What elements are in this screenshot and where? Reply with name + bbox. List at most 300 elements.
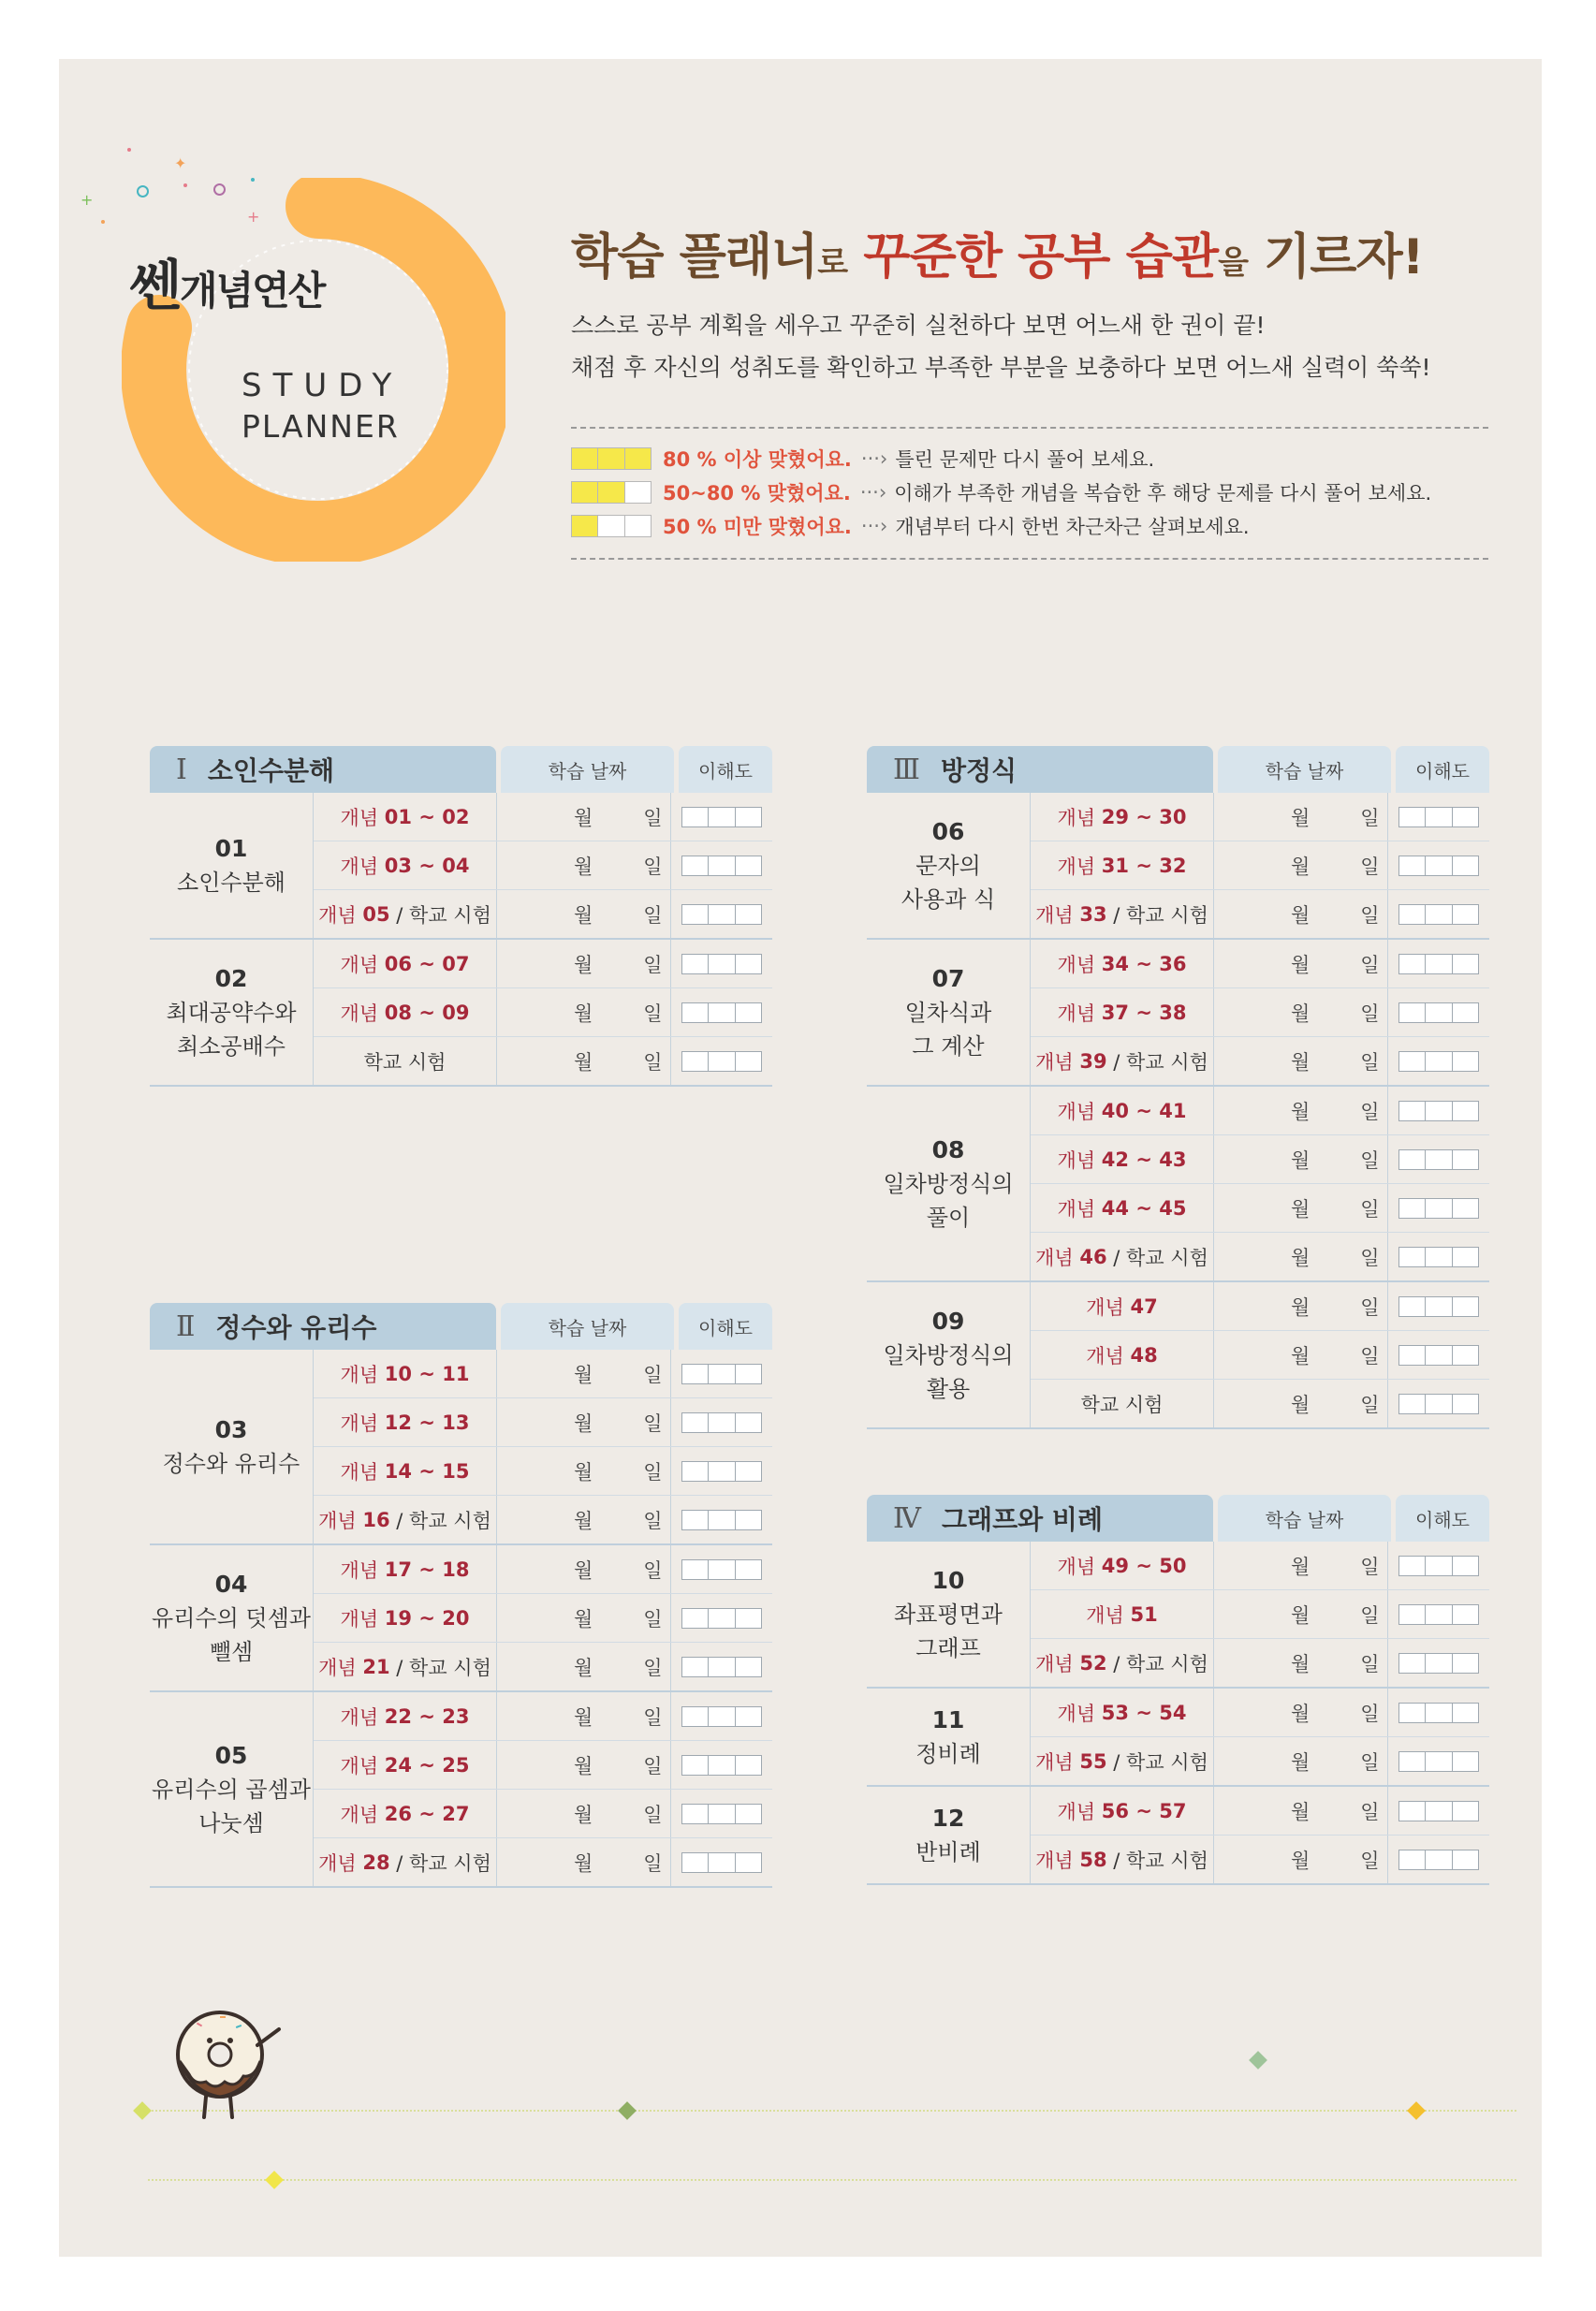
concept-cell [314,890,497,938]
day-label: 일 [643,1558,663,1582]
concept-cell [314,1741,497,1789]
concept-suffix: / 학교 시험 [1106,1050,1208,1074]
study-date-field[interactable] [497,841,671,889]
day-label: 일 [1360,953,1380,976]
concept-number: 31 ~ 32 [1101,854,1187,877]
study-date-field[interactable] [1214,1542,1388,1589]
understanding-checkbox[interactable] [1398,1198,1479,1219]
day-label: 일 [643,855,663,878]
study-date-field[interactable] [1214,1737,1388,1785]
legend-arrow: ···› [860,447,888,470]
planner-row [314,1398,772,1447]
month-label: 월 [1291,1702,1310,1725]
legend-label: 50~80 % 맞혔어요. [663,482,851,505]
planner-row [314,1692,772,1741]
section-label [150,940,314,1085]
concept-label: 개념 [1035,1246,1074,1269]
concept-label: 개념 [1035,903,1074,927]
month-label: 월 [574,1803,593,1826]
planner-row [314,988,772,1037]
section-title-line: 반비례 [915,1838,981,1865]
concept-suffix: / 학교 시험 [1106,1652,1208,1675]
understanding-checkbox[interactable] [681,1657,762,1677]
concept-label: 개념 [1057,1100,1096,1123]
concept-number: 53 ~ 54 [1101,1701,1187,1724]
chapter-name: 소인수분해 [207,755,335,786]
section-label [867,940,1031,1085]
chapter-name: 그래프와 비례 [941,1504,1104,1535]
study-date-field[interactable] [497,1447,671,1495]
planner-row [1031,1087,1489,1135]
chapter-table-4 [867,1495,1489,1885]
section-title-line: 사용과 식 [900,885,996,913]
understanding-checkbox[interactable] [1398,1247,1479,1267]
concept-cell [1031,1135,1214,1183]
day-label: 일 [1360,1246,1380,1269]
concept-label: 개념 [1057,1702,1096,1725]
month-label: 월 [1291,1344,1310,1368]
concept-cell [1031,1542,1214,1589]
legend-arrow: ···› [859,481,887,504]
study-date-field[interactable] [497,988,671,1036]
understanding-cell [1388,1787,1489,1835]
study-date-field[interactable] [1214,1590,1388,1638]
understanding-column-header: 이해도 [1396,746,1489,793]
understanding-checkbox[interactable] [1398,856,1479,876]
study-date-field[interactable] [1214,988,1388,1036]
study-date-field[interactable] [497,1741,671,1789]
understanding-checkbox[interactable] [681,1364,762,1384]
day-label: 일 [1360,855,1380,878]
planner-row [1031,1184,1489,1233]
concept-cell [1031,1689,1214,1736]
understanding-cell [671,1398,772,1446]
concept-suffix: 학교 시험 [1080,1393,1164,1416]
understanding-checkbox[interactable] [681,1412,762,1433]
section-title-line: 좌표평면과 [894,1601,1003,1628]
concept-number: 01 ~ 02 [384,805,470,828]
section-rows [1031,1787,1489,1883]
table-header [150,746,772,793]
understanding-checkbox[interactable] [1398,1801,1479,1821]
month-label: 월 [574,1754,593,1777]
concept-number: 26 ~ 27 [384,1802,470,1825]
concept-label: 개념 [340,1705,379,1729]
concept-cell [1031,1282,1214,1330]
chapter-table-2 [150,1303,772,1888]
chapter-title [867,1495,1213,1542]
day-label: 일 [643,806,663,829]
understanding-checkbox[interactable] [1398,1149,1479,1170]
achievement-box-icon [571,447,652,470]
study-date-field[interactable] [1214,793,1388,841]
understanding-cell [671,940,772,987]
understanding-checkbox[interactable] [681,954,762,974]
study-date-field[interactable] [497,1838,671,1886]
section-rows [1031,793,1489,938]
understanding-checkbox[interactable] [681,807,762,827]
understanding-cell [1388,890,1489,938]
achievement-box-icon [571,515,652,537]
study-date-field[interactable] [497,1350,671,1397]
section-block [867,1282,1489,1429]
chapter-table-1 [150,746,772,1087]
month-label: 월 [1291,1800,1310,1823]
day-label: 일 [1360,1849,1380,1872]
concept-suffix: / 학교 시험 [389,1851,491,1875]
concept-suffix: / 학교 시험 [389,903,491,927]
concept-number: 49 ~ 50 [1101,1554,1187,1577]
concept-label: 개념 [340,1558,379,1582]
day-label: 일 [643,1705,663,1729]
section-rows [314,793,772,938]
understanding-checkbox[interactable] [681,1608,762,1629]
study-date-field[interactable] [497,793,671,841]
day-label: 일 [1360,1197,1380,1221]
study-date-field[interactable] [1214,890,1388,938]
understanding-cell [1388,793,1489,841]
month-label: 월 [574,1851,593,1875]
understanding-checkbox[interactable] [681,1852,762,1873]
day-label: 일 [1360,1002,1380,1025]
legend-description: 이해가 부족한 개념을 복습한 후 해당 문제를 다시 풀어 보세요. [894,482,1432,505]
chapter-number: Ⅱ [176,1309,196,1343]
planner-row [1031,1737,1489,1785]
planner-row [1031,890,1489,938]
section-block [867,1787,1489,1885]
month-label: 월 [1291,1750,1310,1774]
understanding-checkbox[interactable] [681,1510,762,1530]
understanding-cell [1388,1590,1489,1638]
planner-row [314,1545,772,1594]
concept-cell [314,1594,497,1642]
understanding-checkbox[interactable] [1398,1296,1479,1317]
legend-description: 틀린 문제만 다시 풀어 보세요. [895,448,1155,471]
planner-row [314,890,772,938]
concept-number: 47 [1130,1294,1158,1318]
understanding-checkbox[interactable] [681,1002,762,1023]
concept-cell [1031,1233,1214,1280]
concept-number: 48 [1130,1343,1158,1367]
section-rows [314,1350,772,1543]
section-number: 01 [214,834,248,862]
section-block [867,940,1489,1087]
section-block [150,793,772,940]
day-label: 일 [1360,1555,1380,1578]
study-date-field[interactable] [497,1496,671,1543]
study-date-field[interactable] [1214,1037,1388,1085]
study-date-field[interactable] [1214,1380,1388,1427]
concept-number: 08 ~ 09 [384,1001,470,1024]
study-date-field[interactable] [1214,1233,1388,1280]
study-date-field[interactable] [497,1790,671,1837]
concept-label: 개념 [340,806,379,829]
concept-suffix: 학교 시험 [363,1050,447,1074]
concept-label: 개념 [340,1607,379,1631]
month-label: 월 [1291,1603,1310,1627]
understanding-cell [671,1447,772,1495]
month-label: 월 [1291,1555,1310,1578]
month-label: 월 [1291,806,1310,829]
concept-number: 22 ~ 23 [384,1704,470,1728]
concept-cell [1031,988,1214,1036]
study-date-field[interactable] [1214,940,1388,987]
understanding-checkbox[interactable] [1398,1101,1479,1121]
day-label: 일 [1360,1050,1380,1074]
date-column-header: 학습 날짜 [501,746,674,793]
study-date-field[interactable] [497,1398,671,1446]
understanding-checkbox[interactable] [681,856,762,876]
concept-cell [314,841,497,889]
planner-row [1031,1836,1489,1883]
study-date-field[interactable] [1214,1331,1388,1379]
achievement-box-icon [571,481,652,504]
understanding-cell [1388,1331,1489,1379]
concept-cell [314,1790,497,1837]
understanding-cell [671,1643,772,1690]
concept-cell [1031,1380,1214,1427]
logo-title: 쎈개념연산 [129,254,325,317]
headline: 학습 플래너로 꾸준한 공부 습관을 기르자! [571,229,1424,285]
understanding-cell [1388,1542,1489,1589]
day-label: 일 [643,1656,663,1679]
month-label: 월 [574,1705,593,1729]
study-date-field[interactable] [1214,1282,1388,1330]
understanding-checkbox[interactable] [1398,1394,1479,1414]
section-rows [1031,1689,1489,1785]
planner-row [1031,1689,1489,1737]
month-label: 월 [574,1558,593,1582]
section-label [867,1787,1031,1883]
study-date-field[interactable] [497,1594,671,1642]
understanding-cell [1388,1836,1489,1883]
study-date-field[interactable] [1214,1087,1388,1134]
section-rows [314,940,772,1085]
study-date-field[interactable] [497,1692,671,1740]
section-number: 07 [931,964,965,992]
concept-label: 개념 [340,1411,379,1435]
legend-top-divider [571,427,1488,429]
concept-number: 14 ~ 15 [384,1459,470,1483]
concept-label: 개념 [1086,1603,1124,1627]
study-date-field[interactable] [1214,1787,1388,1835]
concept-number: 37 ~ 38 [1101,1001,1187,1024]
section-label [867,1087,1031,1280]
study-date-field[interactable] [497,940,671,987]
legend-description: 개념부터 다시 한번 차근차근 살펴보세요. [895,516,1250,538]
planner-row [1031,841,1489,890]
planner-row [314,1350,772,1398]
legend-label: 50 % 미만 맞혔어요. [663,516,852,538]
section-title-line: 일차방정식의 [883,1341,1014,1368]
section-block [867,793,1489,940]
section-label [150,793,314,938]
concept-label: 개념 [1057,1800,1096,1823]
concept-cell [314,940,497,987]
understanding-checkbox[interactable] [1398,1604,1479,1625]
section-title-line: 나눗셈 [198,1809,264,1836]
concept-label: 개념 [340,1002,379,1025]
section-block [867,1087,1489,1282]
study-date-field[interactable] [1214,1836,1388,1883]
understanding-checkbox[interactable] [1398,1653,1479,1674]
study-date-field[interactable] [497,1643,671,1690]
legend-arrow: ···› [860,515,888,537]
month-label: 월 [574,1002,593,1025]
table-header [867,1495,1489,1542]
concept-suffix: / 학교 시험 [389,1509,491,1532]
concept-number: 46 [1079,1245,1107,1268]
understanding-checkbox[interactable] [1398,1002,1479,1023]
concept-label: 개념 [1035,1849,1074,1872]
concept-cell [1031,793,1214,841]
section-number: 02 [214,964,248,992]
concept-label: 개념 [1057,855,1096,878]
understanding-checkbox[interactable] [1398,1703,1479,1723]
understanding-checkbox[interactable] [681,1706,762,1727]
concept-cell [1031,1087,1214,1134]
section-label [867,1282,1031,1427]
day-label: 일 [643,1411,663,1435]
concept-number: 10 ~ 11 [384,1362,470,1385]
table-header [867,746,1489,793]
understanding-checkbox[interactable] [681,1461,762,1482]
concept-cell [314,1496,497,1543]
concept-label: 개념 [340,1803,379,1826]
understanding-checkbox[interactable] [1398,954,1479,974]
section-rows [1031,940,1489,1085]
legend-bottom-divider [571,558,1488,560]
study-date-field[interactable] [497,890,671,938]
understanding-checkbox[interactable] [1398,1051,1479,1072]
study-date-field[interactable] [1214,1135,1388,1183]
month-label: 월 [574,1411,593,1435]
month-label: 월 [1291,1148,1310,1172]
concept-number: 28 [362,1850,390,1874]
month-label: 월 [1291,1100,1310,1123]
concept-cell [314,1545,497,1593]
concept-label: 개념 [318,1851,357,1875]
section-title-line: 최대공약수와 [166,999,297,1026]
section-label [867,1542,1031,1687]
understanding-checkbox[interactable] [1398,904,1479,925]
date-column-header: 학습 날짜 [501,1303,674,1350]
understanding-cell [1388,1639,1489,1687]
understanding-checkbox[interactable] [1398,1345,1479,1366]
understanding-cell [671,1350,772,1397]
concept-label: 개념 [1057,1148,1096,1172]
understanding-cell [671,1496,772,1543]
concept-cell [314,1643,497,1690]
understanding-checkbox[interactable] [681,1804,762,1824]
chapter-number: Ⅰ [176,753,187,786]
section-title-line: 그 계산 [912,1032,985,1060]
concept-label: 개념 [1057,953,1096,976]
chapter-title [867,746,1213,793]
concept-cell [1031,841,1214,889]
understanding-checkbox[interactable] [1398,1751,1479,1772]
planner-row [1031,1233,1489,1280]
section-number: 11 [931,1705,965,1733]
study-date-field[interactable] [497,1037,671,1085]
understanding-cell [671,1741,772,1789]
day-label: 일 [1360,1800,1380,1823]
section-label [867,793,1031,938]
concept-number: 17 ~ 18 [384,1558,470,1581]
study-date-field[interactable] [1214,1639,1388,1687]
month-label: 월 [574,1607,593,1631]
section-number: 09 [931,1307,965,1335]
concept-suffix: / 학교 시험 [1106,903,1208,927]
understanding-checkbox[interactable] [681,904,762,925]
concept-label: 개념 [1035,1050,1074,1074]
concept-label: 개념 [340,1754,379,1777]
understanding-checkbox[interactable] [681,1051,762,1072]
study-date-field[interactable] [1214,1689,1388,1736]
understanding-checkbox[interactable] [1398,1556,1479,1576]
planner-row [314,1447,772,1496]
understanding-cell [1388,1087,1489,1134]
concept-cell [314,1398,497,1446]
day-label: 일 [1360,1148,1380,1172]
concept-number: 21 [362,1655,390,1678]
section-number: 05 [214,1741,248,1769]
day-label: 일 [1360,806,1380,829]
planner-row [1031,1639,1489,1687]
legend-row [571,479,1431,505]
month-label: 월 [1291,1849,1310,1872]
concept-label: 개념 [318,903,357,927]
concept-cell [314,793,497,841]
section-number: 08 [931,1135,965,1163]
concept-suffix: / 학교 시험 [1106,1849,1208,1872]
planner-row [1031,1282,1489,1331]
chapter-table-3 [867,746,1489,1429]
concept-cell [314,1350,497,1397]
understanding-checkbox[interactable] [681,1755,762,1776]
month-label: 월 [1291,1002,1310,1025]
study-date-field[interactable] [1214,841,1388,889]
study-date-field[interactable] [497,1545,671,1593]
understanding-checkbox[interactable] [1398,807,1479,827]
month-label: 월 [574,855,593,878]
concept-number: 06 ~ 07 [384,952,470,975]
study-date-field[interactable] [1214,1184,1388,1232]
day-label: 일 [643,1050,663,1074]
understanding-cell [1388,1282,1489,1330]
understanding-cell [671,1692,772,1740]
section-block [150,1545,772,1692]
understanding-checkbox[interactable] [681,1559,762,1580]
concept-suffix: / 학교 시험 [1106,1750,1208,1774]
planner-row [1031,1590,1489,1639]
day-label: 일 [643,1803,663,1826]
day-label: 일 [1360,1750,1380,1774]
month-label: 월 [1291,1197,1310,1221]
understanding-column-header: 이해도 [1396,1495,1489,1542]
concept-cell [1031,1737,1214,1785]
understanding-cell [1388,1233,1489,1280]
month-label: 월 [574,1050,593,1074]
section-rows [1031,1087,1489,1280]
day-label: 일 [643,1002,663,1025]
section-number: 04 [214,1570,248,1598]
concept-cell [314,1838,497,1886]
concept-cell [1031,1037,1214,1085]
day-label: 일 [1360,1702,1380,1725]
understanding-checkbox[interactable] [1398,1850,1479,1870]
chapter-number: Ⅲ [893,753,920,786]
